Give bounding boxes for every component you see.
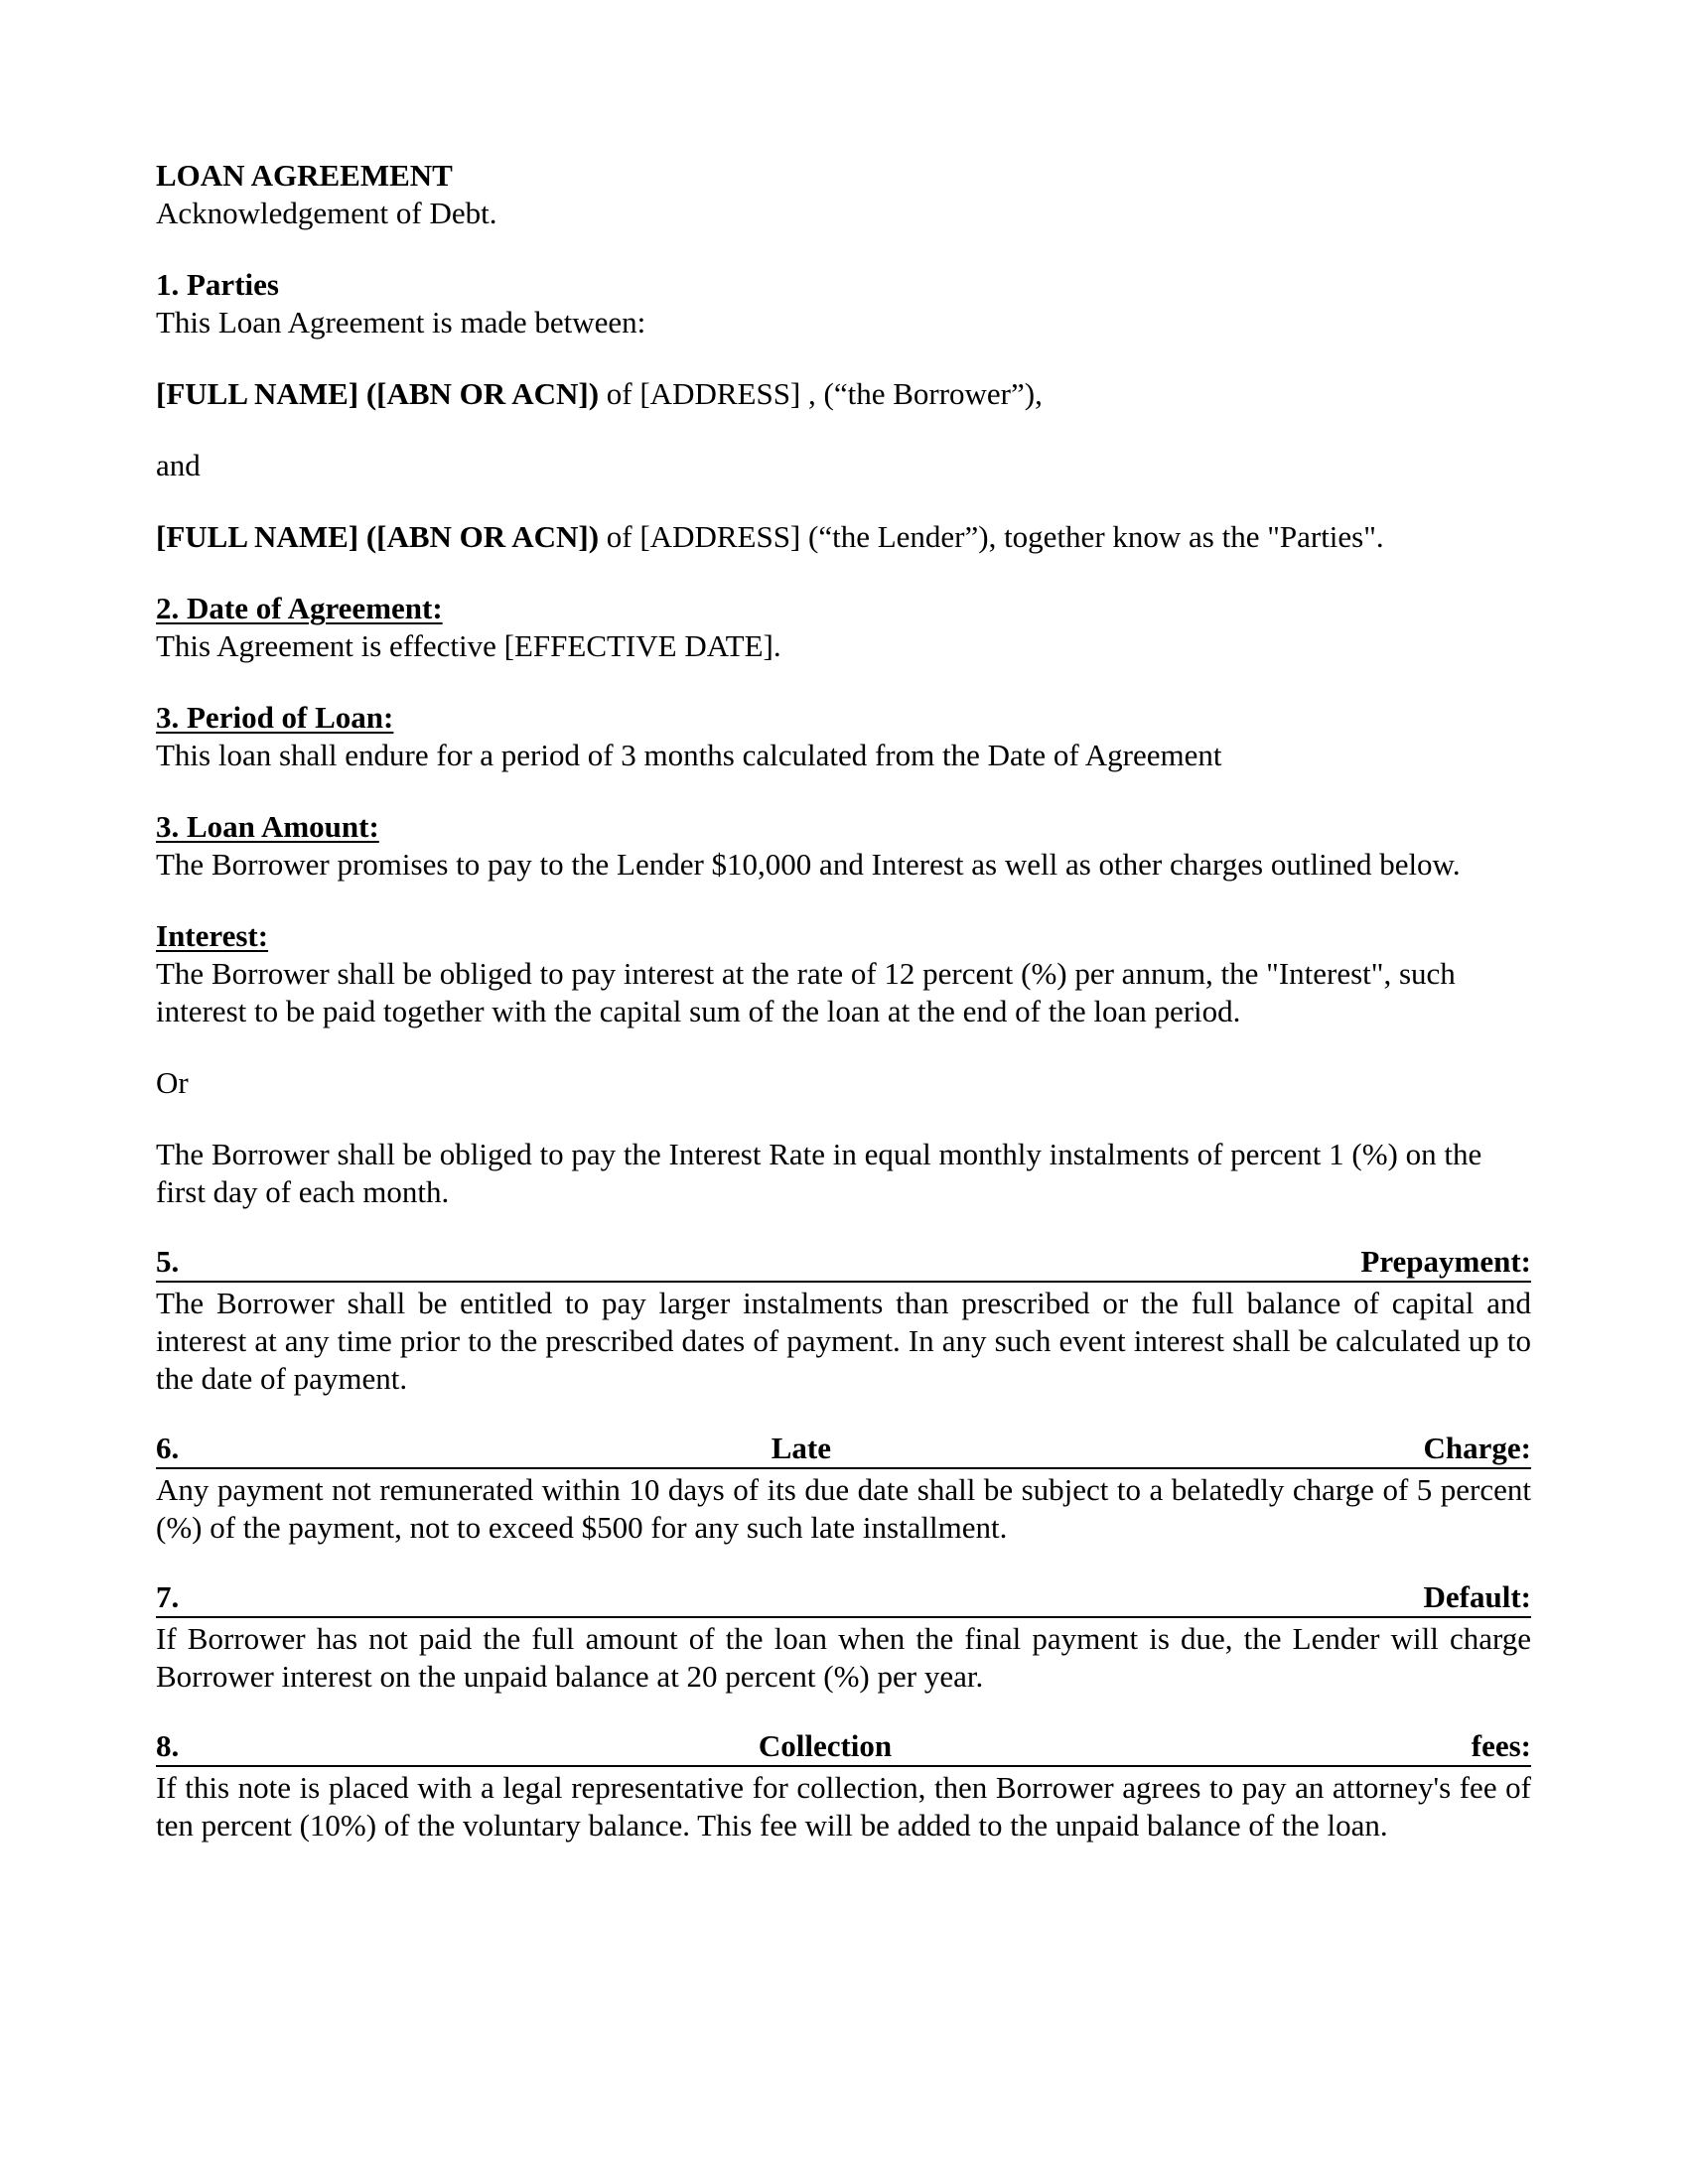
section-period — [156, 699, 1531, 774]
section-default-heading — [156, 1580, 1531, 1618]
borrower-details: of [ADDRESS] , (“the Borrower”), — [599, 376, 1043, 411]
section-late-text: Any payment not remunerated within 10 days of its due date shall be subject to a belatedly charge of 5 percent (%) of the payment, not to exceed $500 for any such late installment. — [156, 1472, 1531, 1545]
section-collection-title-1: Collection — [758, 1728, 893, 1763]
section-interest-text-1: The Borrower shall be obliged to pay interest at the rate of 12 percent (%) per annum, the "Interest", such interest to be paid together with the capital sum of the loan at the end of the loan period. — [156, 956, 1456, 1028]
section-prepayment-heading — [156, 1245, 1531, 1283]
section-collection-heading — [156, 1729, 1531, 1767]
section-late-title-1: Late — [771, 1431, 832, 1465]
section-default-text: If Borrower has not paid the full amount of the loan when the final payment is due, the Lender will charge Borrower interest on the unpaid balance at 20 percent (%) per year. — [156, 1621, 1531, 1694]
section-default-number: 7. — [156, 1579, 180, 1614]
section-collection-text: If this note is placed with a legal representative for collection, then Borrower agrees to pay an attorney's fee of ten percent (10%) of the voluntary balance. This fee will be added to the unpaid balance of the loan. — [156, 1770, 1531, 1843]
section-collection — [156, 1729, 1531, 1844]
section-period-text: This loan shall endure for a period of 3 months calculated from the Date of Agreement — [156, 738, 1222, 772]
section-collection-title-2: fees: — [1471, 1728, 1531, 1763]
section-prepayment-number: 5. — [156, 1244, 180, 1279]
lender-details: of [ADDRESS] (“the Lender”), together know as the "Parties". — [599, 519, 1384, 554]
section-late-number: 6. — [156, 1431, 180, 1465]
section-period-heading: 3. Period of Loan: — [156, 700, 394, 735]
borrower-name: [FULL NAME] ([ABN OR ACN]) — [156, 376, 600, 411]
section-date-heading: 2. Date of Agreement: — [156, 591, 443, 625]
section-prepayment-title: Prepayment: — [1360, 1244, 1531, 1279]
section-late-heading — [156, 1432, 1531, 1469]
document-subtitle: Acknowledgement of Debt. — [156, 196, 497, 230]
section-parties-intro: This Loan Agreement is made between: — [156, 305, 646, 340]
section-late — [156, 1432, 1531, 1547]
section-default — [156, 1580, 1531, 1696]
section-interest-heading: Interest: — [156, 918, 269, 953]
section-late-title-2: Charge: — [1423, 1431, 1531, 1465]
section-amount-heading: 3. Loan Amount: — [156, 809, 379, 844]
section-default-title: Default: — [1423, 1579, 1531, 1614]
lender-name: [FULL NAME] ([ABN OR ACN]) — [156, 519, 600, 554]
section-prepayment — [156, 1245, 1531, 1398]
section-interest — [156, 917, 1531, 1030]
section-interest-text-2: The Borrower shall be obliged to pay the Interest Rate in equal monthly instalments of percent 1 (%) on the first day of each month. — [156, 1137, 1482, 1209]
section-parties-heading: 1. Parties — [156, 267, 279, 302]
borrower-line — [156, 375, 1531, 413]
section-date — [156, 590, 1531, 665]
section-date-text: This Agreement is effective [EFFECTIVE DATE]. — [156, 628, 781, 663]
and-text: and — [156, 448, 201, 482]
interest-or: Or — [156, 1065, 189, 1100]
section-amount-text: The Borrower promises to pay to the Lender $10,000 and Interest as well as other charges outlined below. — [156, 847, 1461, 882]
section-prepayment-text: The Borrower shall be entitled to pay larger instalments than prescribed or the full balance of capital and interest at any time prior to the prescribed dates of payment. In any such event interest shall be calculated up to the date of payment. — [156, 1286, 1531, 1396]
section-collection-number: 8. — [156, 1728, 180, 1763]
section-amount — [156, 808, 1531, 884]
document-page — [156, 157, 1531, 1844]
lender-line — [156, 518, 1531, 556]
document-title: LOAN AGREEMENT — [156, 158, 453, 193]
